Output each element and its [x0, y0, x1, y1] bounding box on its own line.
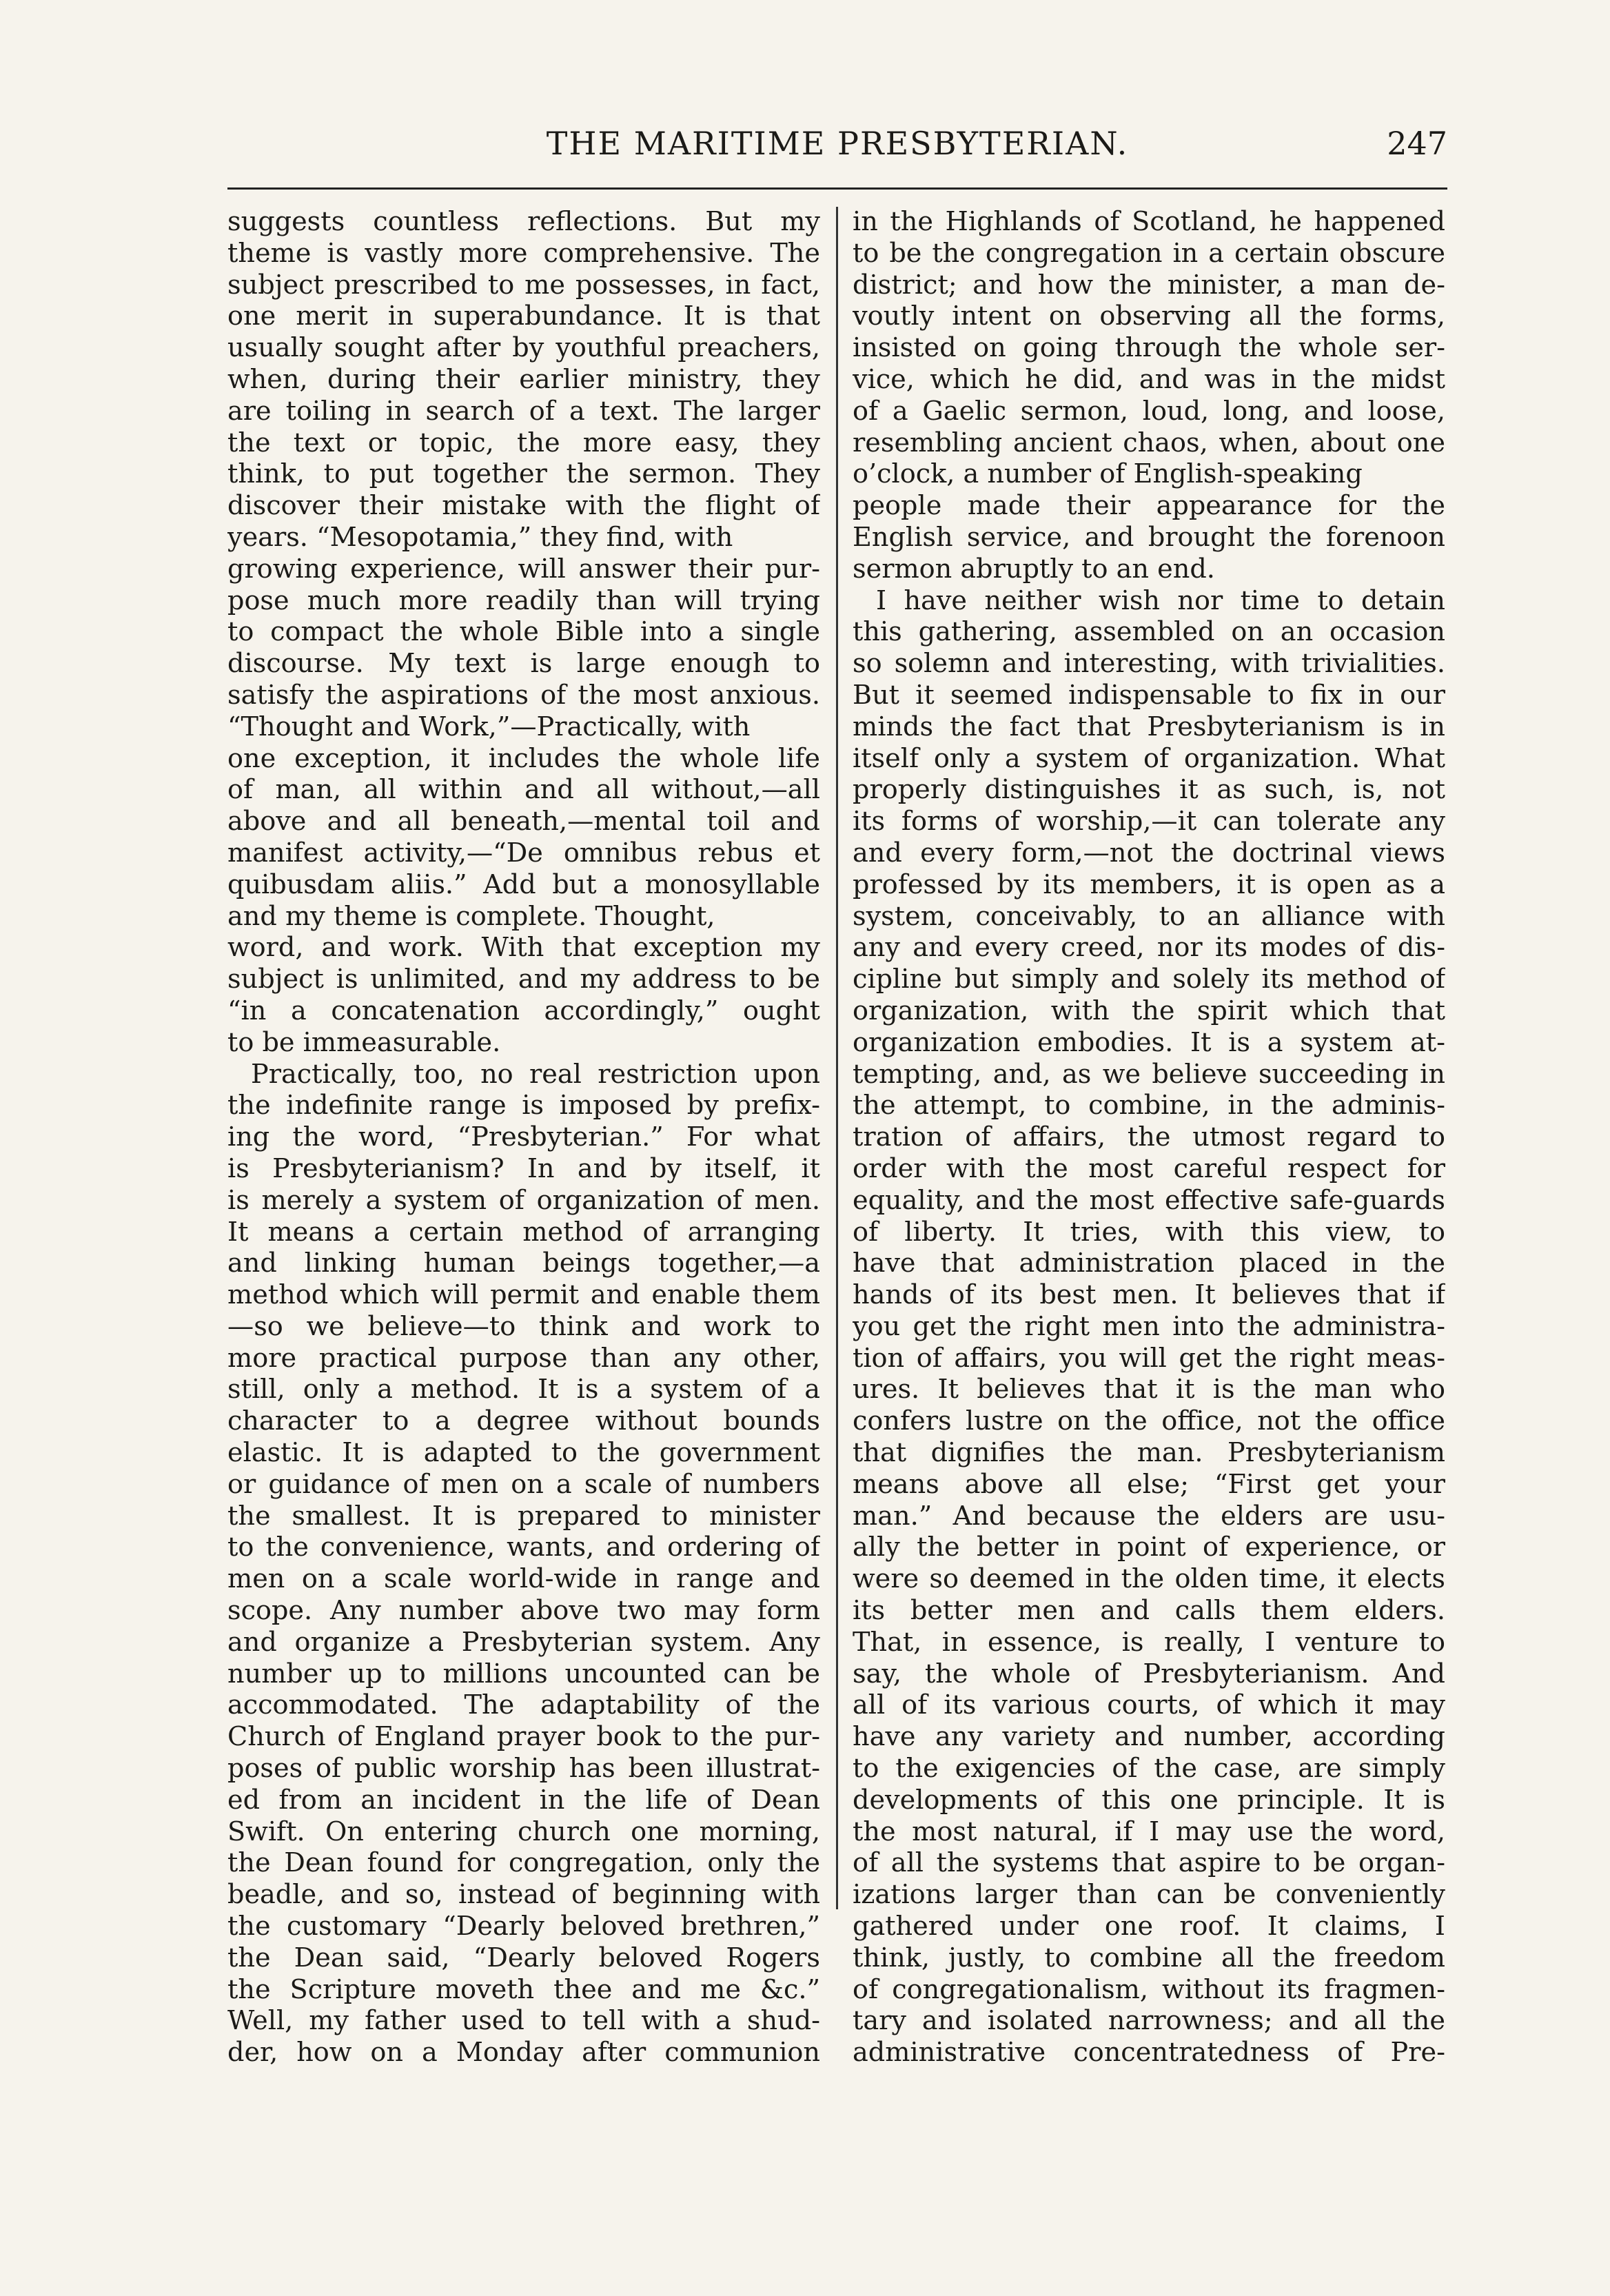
text-line: its forms of worship,—it can tolerate any	[853, 806, 1445, 837]
text-line: system, conceivably, to an alliance with	[853, 901, 1445, 932]
text-line: growing experience, will answer their pur-	[227, 553, 820, 585]
text-line: is Presbyterianism? In and by itself, it	[227, 1153, 820, 1184]
column-divider	[836, 207, 838, 1909]
text-line: of liberty. It tries, with this view, to	[853, 1217, 1445, 1248]
text-line: the Scripture moveth thee and me &c.”	[227, 1974, 820, 2005]
text-line: to the exigencies of the case, are simply	[853, 1754, 1445, 1785]
text-line: gathered under one roof. It claims, I	[853, 1911, 1445, 1942]
text-line: to be the congregation in a certain obscure	[853, 238, 1445, 269]
text-line: insisted on going through the whole ser-	[853, 333, 1445, 364]
text-line: sermon abruptly to an end.	[853, 553, 1215, 585]
text-line: quibusdam aliis.” Add but a monosyllable	[227, 869, 820, 900]
text-line: developments of this one principle. It is	[853, 1785, 1445, 1816]
text-line: satisfy the aspirations of the most anxious.	[227, 680, 820, 711]
running-title: THE MARITIME PRESBYTERIAN.	[546, 125, 1129, 162]
text-line: Church of England prayer book to the pur-	[227, 1722, 820, 1753]
text-line: district; and how the minister, a man de-	[853, 270, 1445, 301]
text-line: accommodated. The adaptability of the	[227, 1690, 820, 1721]
text-line: Swift. On entering church one morning,	[227, 1816, 820, 1847]
text-line: and organize a Presbyterian system. Any	[227, 1627, 820, 1658]
text-line: “in a concatenation accordingly,” ought	[227, 995, 820, 1026]
text-line: and every form,—not the doctrinal views	[853, 837, 1445, 868]
text-line: the indefinite range is imposed by prefix-	[227, 1090, 820, 1121]
text-line: organization embodies. It is a system at-	[853, 1027, 1445, 1058]
text-line: still, only a method. It is a system of a	[227, 1374, 820, 1405]
text-line: elastic. It is adapted to the government	[227, 1438, 820, 1469]
left-column	[227, 207, 820, 2069]
text-line: discourse. My text is large enough to	[227, 649, 820, 680]
text-line: That, in essence, is really, I venture to	[853, 1627, 1445, 1658]
text-line: minds the fact that Presbyterianism is in	[853, 711, 1445, 742]
text-line: years. “Mesopotamia,” they find, with	[227, 522, 733, 553]
text-line: subject is unlimited, and my address to be	[227, 964, 820, 995]
text-line: administrative concentratedness of Pre-	[853, 2038, 1445, 2069]
text-line: people made their appearance for the	[853, 491, 1445, 522]
page-number: 247	[1387, 125, 1447, 162]
text-line: you get the right men into the administra-	[853, 1311, 1445, 1342]
text-line: Practically, too, no real restriction upon	[251, 1059, 820, 1090]
text-line: above and all beneath,—mental toil and	[227, 806, 820, 837]
text-line: poses of public worship has been illustrat-	[227, 1754, 820, 1785]
text-line: men on a scale world-wide in range and	[227, 1564, 820, 1595]
text-line: tion of affairs, you will get the right meas-	[853, 1343, 1445, 1374]
text-line: of congregationalism, without its fragmen-	[853, 1974, 1445, 2005]
text-line: vice, which he did, and was in the midst	[853, 364, 1445, 395]
text-line: the attempt, to combine, in the adminis-	[853, 1090, 1445, 1121]
text-line: voutly intent on observing all the forms,	[853, 301, 1445, 332]
text-line: subject prescribed to me possesses, in fact,	[227, 270, 820, 301]
text-line: one merit in superabundance. It is that	[227, 301, 820, 332]
text-line: think, justly, to combine all the freedom	[853, 1942, 1445, 1973]
text-line: tration of affairs, the utmost regard to	[853, 1122, 1445, 1153]
text-line: when, during their earlier ministry, they	[227, 364, 820, 395]
text-line: of all the systems that aspire to be organ-	[853, 1848, 1445, 1879]
text-line: organization, with the spirit which that	[853, 995, 1445, 1026]
text-line: have that administration placed in the	[853, 1248, 1445, 1279]
text-line: means above all else; “First get your	[853, 1469, 1445, 1500]
text-line: to be immeasurable.	[227, 1027, 501, 1058]
text-line: its better men and calls them elders.	[853, 1596, 1445, 1627]
text-line: or guidance of men on a scale of numbers	[227, 1469, 820, 1500]
text-line: to compact the whole Bible into a single	[227, 617, 820, 648]
text-line: hands of its best men. It believes that if	[853, 1280, 1445, 1311]
text-line: that dignifies the man. Presbyterianism	[853, 1438, 1445, 1469]
text-line: beadle, and so, instead of beginning with	[227, 1880, 820, 1911]
text-line: itself only a system of organization. What	[853, 743, 1445, 774]
text-line: Well, my father used to tell with a shud-	[227, 2006, 820, 2037]
text-line: scope. Any number above two may form	[227, 1596, 820, 1627]
text-line: theme is vastly more comprehensive. The	[227, 238, 820, 269]
text-line: word, and work. With that exception my	[227, 933, 820, 964]
text-line: this gathering, assembled on an occasion	[853, 617, 1445, 648]
page-header	[227, 124, 1447, 179]
text-line: are toiling in search of a text. The larger	[227, 396, 820, 427]
header-rule	[227, 187, 1447, 190]
text-line: all of its various courts, of which it may	[853, 1690, 1445, 1721]
text-line: were so deemed in the olden time, it elects	[853, 1564, 1445, 1595]
text-line: “Thought and Work,”—Practically, with	[227, 711, 751, 742]
text-line: the Dean said, “Dearly beloved Rogers	[227, 1942, 820, 1973]
text-line: and linking human beings together,—a	[227, 1248, 820, 1279]
text-line: of man, all within and all without,—all	[227, 775, 820, 806]
text-line: say, the whole of Presbyterianism. And	[853, 1658, 1445, 1689]
text-line: discover their mistake with the flight of	[227, 491, 820, 522]
text-line: more practical purpose than any other,	[227, 1343, 820, 1374]
text-line: manifest activity,—“De omnibus rebus et	[227, 837, 820, 868]
text-line: to the convenience, wants, and ordering of	[227, 1532, 820, 1563]
text-line: the customary “Dearly beloved brethren,”	[227, 1911, 820, 1942]
text-line: But it seemed indispensable to fix in our	[853, 680, 1445, 711]
right-column	[853, 207, 1445, 2069]
text-line: It means a certain method of arranging	[227, 1217, 820, 1248]
text-line: of a Gaelic sermon, loud, long, and loose,	[853, 396, 1445, 427]
text-line: equality, and the most effective safe-guards	[853, 1185, 1445, 1216]
text-line: have any variety and number, according	[853, 1722, 1445, 1753]
text-line: the text or topic, the more easy, they	[227, 427, 820, 458]
text-line: suggests countless reflections. But my	[227, 207, 820, 237]
text-line: the smallest. It is prepared to minister	[227, 1501, 820, 1532]
text-line: think, to put together the sermon. They	[227, 459, 820, 490]
text-line: o’clock, a number of English-speaking	[853, 459, 1363, 490]
text-line: in the Highlands of Scotland, he happened	[853, 207, 1445, 237]
text-line: pose much more readily than will trying	[227, 585, 820, 616]
text-line: confers lustre on the office, not the office	[853, 1406, 1445, 1437]
text-line: one exception, it includes the whole life	[227, 743, 820, 774]
text-line: ed from an incident in the life of Dean	[227, 1785, 820, 1816]
text-line: the most natural, if I may use the word,	[853, 1816, 1445, 1847]
text-line: ally the better in point of experience, or	[853, 1532, 1445, 1563]
text-line: der, how on a Monday after communion	[227, 2038, 820, 2069]
text-line: ing the word, “Presbyterian.” For what	[227, 1122, 820, 1153]
text-line: is merely a system of organization of men.	[227, 1185, 820, 1216]
text-line: usually sought after by youthful preachers,	[227, 333, 820, 364]
text-line: properly distinguishes it as such, is, not	[853, 775, 1445, 806]
text-line: the Dean found for congregation, only the	[227, 1848, 820, 1879]
text-line: and my theme is complete. Thought,	[227, 901, 715, 932]
text-line: any and every creed, nor its modes of dis-	[853, 933, 1445, 964]
text-line: izations larger than can be conveniently	[853, 1880, 1445, 1911]
text-line: character to a degree without bounds	[227, 1406, 820, 1437]
text-line: so solemn and interesting, with trivialities.	[853, 649, 1445, 680]
text-line: ures. It believes that it is the man who	[853, 1374, 1445, 1405]
text-line: I have neither wish nor time to detain	[876, 585, 1445, 616]
text-line: man.” And because the elders are usu-	[853, 1501, 1445, 1532]
text-line: professed by its members, it is open as a	[853, 869, 1445, 900]
text-line: —so we believe—to think and work to	[227, 1311, 820, 1342]
text-line: tempting, and, as we believe succeeding in	[853, 1059, 1445, 1090]
text-line: English service, and brought the forenoon	[853, 522, 1445, 553]
text-line: order with the most careful respect for	[853, 1153, 1445, 1184]
text-line: cipline but simply and solely its method of	[853, 964, 1445, 995]
text-line: tary and isolated narrowness; and all the	[853, 2006, 1445, 2037]
text-line: method which will permit and enable them	[227, 1280, 820, 1311]
text-line: resembling ancient chaos, when, about one	[853, 427, 1445, 458]
text-line: number up to millions uncounted can be	[227, 1658, 820, 1689]
